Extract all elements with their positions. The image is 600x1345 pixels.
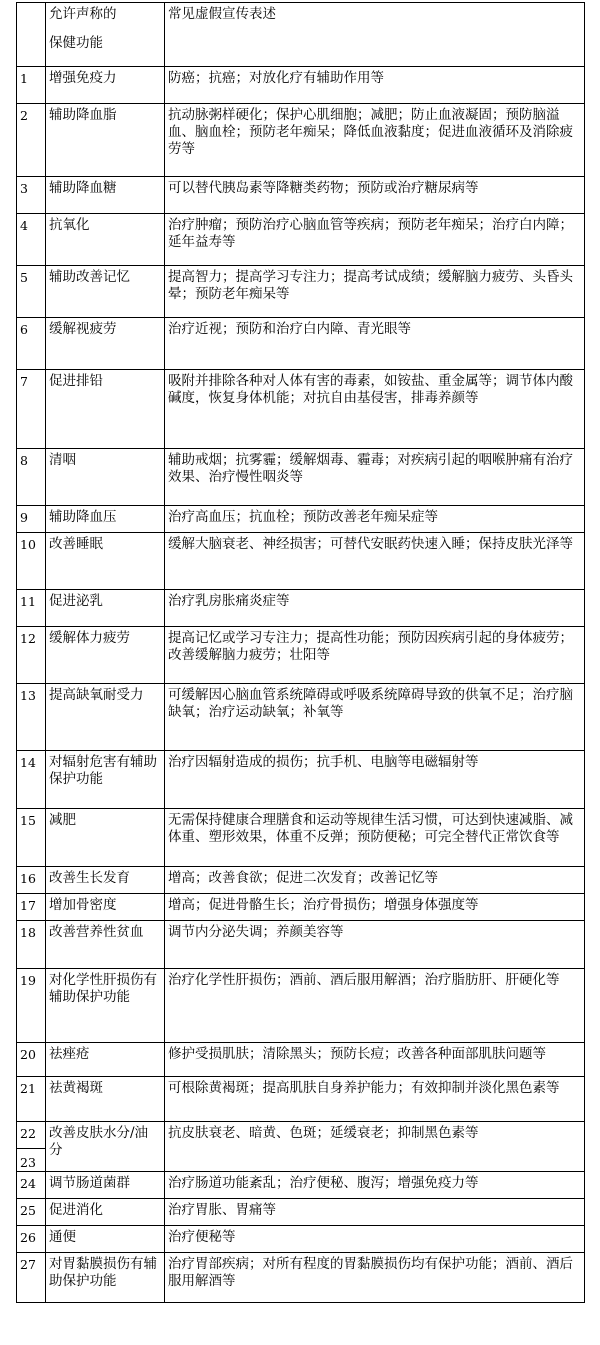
row-number-cell: 15 (17, 809, 46, 867)
table-row (17, 506, 585, 533)
row-number-cell: 13 (17, 684, 46, 751)
row-function-cell: 促进排铅 (46, 370, 165, 449)
row-function-cell: 祛黄褐斑 (46, 1077, 165, 1122)
table-row (17, 449, 585, 506)
row-function-cell: 减肥 (46, 809, 165, 867)
table-row (17, 969, 585, 1043)
table-row (17, 1253, 585, 1303)
row-function-cell: 对化学性肝损伤有辅助保护功能 (46, 969, 165, 1043)
row-claims-cell: 无需保持健康合理膳食和运动等规律生活习惯，可达到快速减脂、减体重、塑形效果，体重不反弹；预防便秘；可完全替代正常饮食等 (165, 809, 585, 867)
row-claims-cell: 治疗化学性肝损伤；酒前、酒后服用解酒；治疗脂肪肝、肝硬化等 (165, 969, 585, 1043)
row-claims-cell: 增高；促进骨骼生长；治疗骨损伤；增强身体强度等 (165, 894, 585, 921)
row-number-cell: 14 (17, 751, 46, 809)
row-number-cell: 6 (17, 318, 46, 370)
row-function-cell: 增强免疫力 (46, 67, 165, 104)
table-row (17, 1172, 585, 1199)
row-claims-cell: 增高；改善食欲；促进二次发育；改善记忆等 (165, 867, 585, 894)
row-claims-cell: 提高智力；提高学习专注力；提高考试成绩；缓解脑力疲劳、头昏头晕；预防老年痴呆等 (165, 266, 585, 318)
row-claims-cell: 治疗肿瘤；预防治疗心脑血管等疾病；预防老年痴呆；治疗白内障；延年益寿等 (165, 214, 585, 266)
header-function-line1: 允许声称的 (49, 6, 117, 22)
table-row (17, 590, 585, 627)
row-function-cell: 辅助改善记忆 (46, 266, 165, 318)
table-row (17, 1226, 585, 1253)
row-number-cell: 20 (17, 1043, 46, 1077)
header-function-cell (46, 3, 165, 67)
table-header-row (17, 3, 585, 67)
table-row (17, 177, 585, 214)
row-claims-cell: 可根除黄褐斑；提高肌肤自身养护能力；有效抑制并淡化黑色素等 (165, 1077, 585, 1122)
row-function-cell: 对辐射危害有辅助保护功能 (46, 751, 165, 809)
row-claims-cell: 治疗肠道功能紊乱；治疗便秘、腹泻；增强免疫力等 (165, 1172, 585, 1199)
table-row (17, 266, 585, 318)
row-number-cell: 25 (17, 1199, 46, 1226)
table-row (17, 684, 585, 751)
row-function-cell: 抗氧化 (46, 214, 165, 266)
row-number-cell: 16 (17, 867, 46, 894)
row-claims-cell: 修护受损肌肤；清除黑头；预防长痘；改善各种面部肌肤问题等 (165, 1043, 585, 1077)
row-function-cell: 促进消化 (46, 1199, 165, 1226)
row-function-cell: 辅助降血糖 (46, 177, 165, 214)
row-number-cell: 7 (17, 370, 46, 449)
table-row (17, 533, 585, 590)
table-row (17, 67, 585, 104)
row-function-cell: 缓解视疲劳 (46, 318, 165, 370)
table-row (17, 104, 585, 177)
row-claims-cell: 提高记忆或学习专注力；提高性功能；预防因疾病引起的身体疲劳；改善缓解脑力疲劳；壮阳等 (165, 627, 585, 684)
table-row (17, 370, 585, 449)
row-claims-cell: 可缓解因心脑血管系统障碍或呼吸系统障碍导致的供氧不足；治疗脑缺氧；治疗运动缺氧；补氧等 (165, 684, 585, 751)
row-claims-cell: 治疗因辐射造成的损伤；抗手机、电脑等电磁辐射等 (165, 751, 585, 809)
row-claims-cell: 辅助戒烟；抗雾霾；缓解烟毒、霾毒；对疾病引起的咽喉肿痛有治疗效果、治疗慢性咽炎等 (165, 449, 585, 506)
row-number-cell: 18 (17, 921, 46, 969)
row-number-cell: 3 (17, 177, 46, 214)
row-number-cell: 4 (17, 214, 46, 266)
table-row (17, 1077, 585, 1122)
row-claims-cell: 防癌；抗癌；对放化疗有辅助作用等 (165, 67, 585, 104)
row-number-cell: 19 (17, 969, 46, 1043)
row-function-cell: 清咽 (46, 449, 165, 506)
row-function-cell: 改善睡眠 (46, 533, 165, 590)
table-row (17, 318, 585, 370)
row-number-cell: 26 (17, 1226, 46, 1253)
row-claims-cell: 可以替代胰岛素等降糖类药物；预防或治疗糖尿病等 (165, 177, 585, 214)
row-number-cell: 24 (17, 1172, 46, 1199)
row-function-cell: 改善生长发育 (46, 867, 165, 894)
table-row (17, 867, 585, 894)
row-claims-cell: 治疗近视；预防和治疗白内障、青光眼等 (165, 318, 585, 370)
row-number-cell (17, 1122, 46, 1172)
row-function-cell: 辅助降血脂 (46, 104, 165, 177)
row-number-cell: 5 (17, 266, 46, 318)
table-row (17, 1199, 585, 1226)
row-claims-cell: 吸附并排除各种对人体有害的毒素，如铵盐、重金属等；调节体内酸碱度，恢复身体机能；对抗自由基侵害，排毒养颜等 (165, 370, 585, 449)
row-function-cell: 缓解体力疲劳 (46, 627, 165, 684)
health-claims-table (16, 2, 585, 1303)
row-function-cell: 通便 (46, 1226, 165, 1253)
row-number-cell: 27 (17, 1253, 46, 1303)
header-number-cell (17, 3, 46, 67)
table-row (17, 214, 585, 266)
header-claims-cell: 常见虚假宣传表述 (165, 3, 585, 67)
header-function-line2: 保健功能 (49, 35, 103, 51)
row-number: 22 (20, 1126, 36, 1141)
row-number-cell: 8 (17, 449, 46, 506)
row-number-cell: 1 (17, 67, 46, 104)
row-function-cell: 祛痤疮 (46, 1043, 165, 1077)
row-number-cell: 12 (17, 627, 46, 684)
table-row (17, 1043, 585, 1077)
row-function-cell: 改善营养性贫血 (46, 921, 165, 969)
table-row (17, 627, 585, 684)
row-claims-cell: 治疗便秘等 (165, 1226, 585, 1253)
table-row (17, 751, 585, 809)
row-number-cell: 21 (17, 1077, 46, 1122)
row-claims-cell: 治疗高血压；抗血栓；预防改善老年痴呆症等 (165, 506, 585, 533)
row-claims-cell: 治疗乳房胀痛炎症等 (165, 590, 585, 627)
row-number-cell: 2 (17, 104, 46, 177)
table-row (17, 809, 585, 867)
row-claims-cell: 抗动脉粥样硬化；保护心肌细胞；减肥；防止血液凝固；预防脑溢血、脑血栓；预防老年痴呆；降低血液黏度；促进血液循环及消除疲劳等 (165, 104, 585, 177)
row-number-cell: 17 (17, 894, 46, 921)
row-claims-cell: 缓解大脑衰老、神经损害；可替代安眠药快速入睡；保持皮肤光泽等 (165, 533, 585, 590)
row-number-secondary: 23 (17, 1148, 45, 1171)
row-claims-cell: 治疗胃部疾病；对所有程度的胃黏膜损伤均有保护功能；酒前、酒后服用解酒等 (165, 1253, 585, 1303)
table-row (17, 1122, 585, 1172)
row-claims-cell: 调节内分泌失调；养颜美容等 (165, 921, 585, 969)
table-row (17, 894, 585, 921)
row-function-cell: 提高缺氧耐受力 (46, 684, 165, 751)
document-page (16, 2, 584, 1303)
row-claims-cell: 抗皮肤衰老、暗黄、色斑；延缓衰老；抑制黑色素等 (165, 1122, 585, 1172)
table-row (17, 921, 585, 969)
row-number-cell: 10 (17, 533, 46, 590)
row-claims-cell: 治疗胃胀、胃痛等 (165, 1199, 585, 1226)
row-function-cell: 辅助降血压 (46, 506, 165, 533)
row-function-cell: 增加骨密度 (46, 894, 165, 921)
row-function-cell: 调节肠道菌群 (46, 1172, 165, 1199)
row-function-cell: 改善皮肤水分/油分 (46, 1122, 165, 1172)
row-function-cell: 对胃黏膜损伤有辅助保护功能 (46, 1253, 165, 1303)
row-number-cell: 11 (17, 590, 46, 627)
row-function-cell: 促进泌乳 (46, 590, 165, 627)
row-number-cell: 9 (17, 506, 46, 533)
